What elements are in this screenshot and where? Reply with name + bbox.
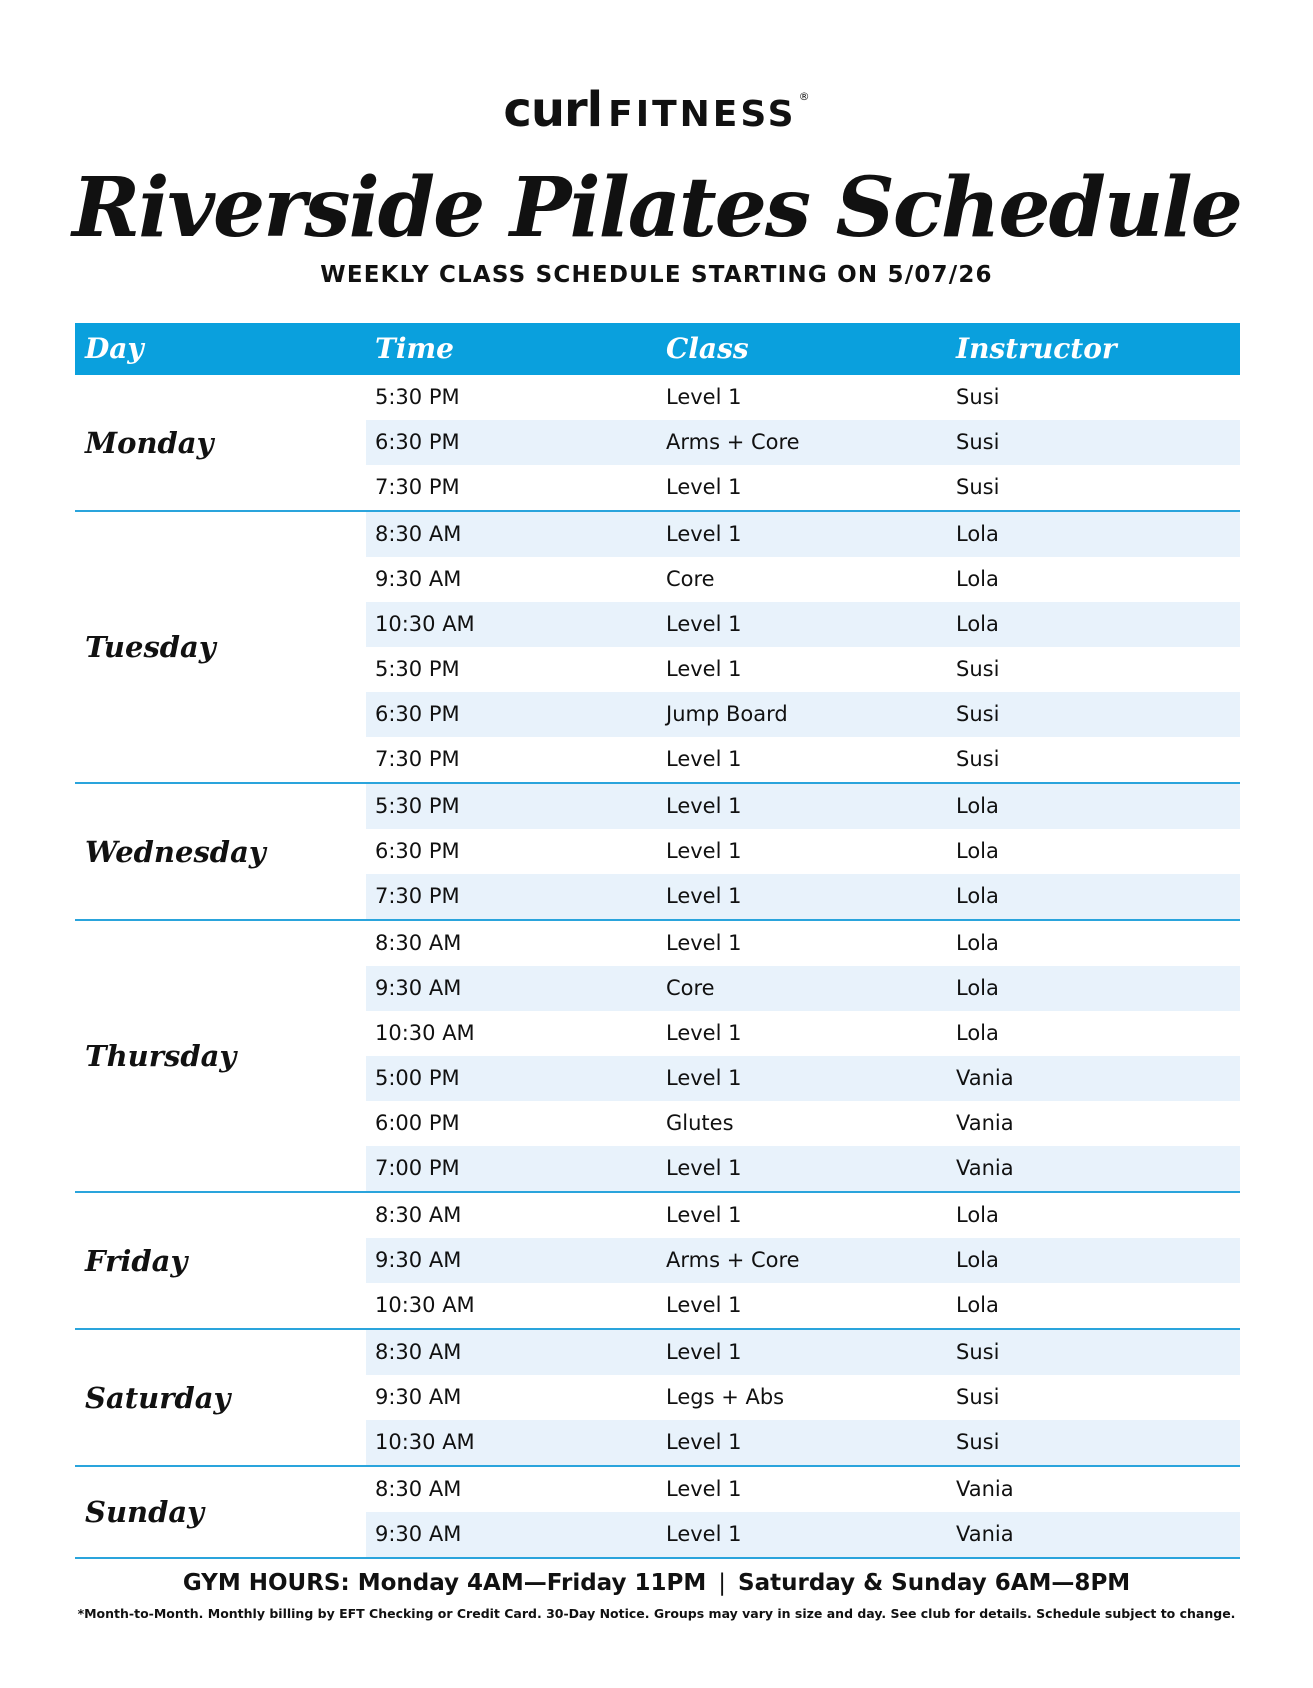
cell-instructor: Susi: [956, 657, 1000, 681]
cell-class: Level 1: [666, 931, 742, 955]
cell-class: Level 1: [666, 1430, 742, 1454]
header-day: Day: [85, 332, 144, 365]
gym-hours-weekday: Monday 4AM—Friday 11PM: [357, 1570, 707, 1596]
cell-time: 6:30 PM: [375, 702, 460, 726]
cell-time: 6:30 PM: [375, 839, 460, 863]
header-instructor: Instructor: [956, 332, 1117, 365]
table-header: [75, 323, 1240, 375]
cell-time: 7:30 PM: [375, 475, 460, 499]
cell-time: 9:30 AM: [375, 1248, 462, 1272]
table-row: [366, 921, 1240, 966]
cell-class: Level 1: [666, 522, 742, 546]
table-row: [366, 692, 1240, 737]
table-row: [366, 874, 1240, 919]
table-row: [366, 1238, 1240, 1283]
table-row: [366, 1146, 1240, 1191]
cell-time: 8:30 AM: [375, 1477, 462, 1501]
table-row: [366, 1011, 1240, 1056]
day-label: Tuesday: [85, 630, 216, 664]
cell-time: 8:30 AM: [375, 1203, 462, 1227]
cell-time: 9:30 AM: [375, 1522, 462, 1546]
table-row: [366, 829, 1240, 874]
cell-instructor: Lola: [956, 567, 999, 591]
cell-instructor: Lola: [956, 794, 999, 818]
cell-time: 10:30 AM: [375, 1021, 475, 1045]
gym-hours-weekend: Saturday & Sunday 6AM—8PM: [738, 1570, 1131, 1596]
table-row: [366, 602, 1240, 647]
cell-time: 8:30 AM: [375, 931, 462, 955]
table-row: [366, 420, 1240, 465]
cell-instructor: Susi: [956, 1430, 1000, 1454]
cell-instructor: Vania: [956, 1522, 1014, 1546]
cell-instructor: Vania: [956, 1156, 1014, 1180]
table-row: [366, 1467, 1240, 1512]
schedule-table: [75, 323, 1240, 1559]
cell-instructor: Lola: [956, 1203, 999, 1227]
cell-time: 9:30 AM: [375, 1385, 462, 1409]
day-group: [75, 512, 1240, 784]
cell-class: Level 1: [666, 884, 742, 908]
table-row: [366, 375, 1240, 420]
brand-word-curl: curl: [503, 82, 603, 138]
cell-class: Core: [666, 567, 715, 591]
cell-class: Level 1: [666, 1203, 742, 1227]
cell-time: 7:00 PM: [375, 1156, 460, 1180]
cell-class: Level 1: [666, 657, 742, 681]
cell-time: 5:30 PM: [375, 657, 460, 681]
cell-instructor: Susi: [956, 385, 1000, 409]
cell-class: Level 1: [666, 747, 742, 771]
cell-instructor: Lola: [956, 1021, 999, 1045]
cell-class: Legs + Abs: [666, 1385, 785, 1409]
cell-instructor: Susi: [956, 475, 1000, 499]
cell-instructor: Lola: [956, 839, 999, 863]
cell-class: Level 1: [666, 1340, 742, 1364]
table-row: [366, 1283, 1240, 1328]
table-row: [366, 1101, 1240, 1146]
cell-class: Level 1: [666, 385, 742, 409]
day-group: [75, 1330, 1240, 1467]
gym-hours: [0, 1570, 1313, 1596]
gym-hours-label: GYM HOURS:: [182, 1570, 350, 1596]
cell-class: Level 1: [666, 1066, 742, 1090]
day-rows: [366, 784, 1240, 919]
day-label: Friday: [85, 1243, 188, 1278]
cell-class: Jump Board: [666, 702, 788, 726]
cell-instructor: Susi: [956, 747, 1000, 771]
cell-instructor: Susi: [956, 1385, 1000, 1409]
day-rows: [366, 512, 1240, 782]
cell-class: Level 1: [666, 794, 742, 818]
day-rows: [366, 1193, 1240, 1328]
table-row: [366, 1375, 1240, 1420]
day-label: Sunday: [85, 1495, 205, 1529]
cell-instructor: Vania: [956, 1111, 1014, 1135]
day-label: Saturday: [85, 1380, 231, 1415]
header-time: Time: [375, 332, 454, 365]
cell-time: 7:30 PM: [375, 747, 460, 771]
day-label: Wednesday: [85, 834, 266, 869]
table-row: [366, 737, 1240, 782]
cell-time: 5:00 PM: [375, 1066, 460, 1090]
brand-word-fitness: FITNESS: [608, 94, 797, 135]
cell-instructor: Vania: [956, 1477, 1014, 1501]
cell-instructor: Lola: [956, 931, 999, 955]
cell-instructor: Lola: [956, 1248, 999, 1272]
cell-class: Arms + Core: [666, 430, 800, 454]
cell-instructor: Susi: [956, 430, 1000, 454]
page-title: Riverside Pilates Schedule: [72, 160, 1241, 256]
table-row: [366, 647, 1240, 692]
table-body: [75, 375, 1240, 1559]
cell-class: Level 1: [666, 1156, 742, 1180]
cell-time: 10:30 AM: [375, 612, 475, 636]
cell-time: 5:30 PM: [375, 794, 460, 818]
brand-logo: [0, 82, 1313, 138]
cell-time: 5:30 PM: [375, 385, 460, 409]
disclaimer: *Month-to-Month. Monthly billing by EFT Checking or Credit Card. 30-Day Notice. Groups may vary in size and day. See club for details. Schedule subject to change.: [77, 1606, 1236, 1621]
cell-instructor: Lola: [956, 612, 999, 636]
cell-instructor: Lola: [956, 522, 999, 546]
cell-class: Level 1: [666, 839, 742, 863]
cell-time: 10:30 AM: [375, 1293, 475, 1317]
day-group: [75, 1193, 1240, 1330]
cell-time: 9:30 AM: [375, 567, 462, 591]
cell-instructor: Vania: [956, 1066, 1014, 1090]
table-row: [366, 557, 1240, 602]
cell-class: Glutes: [666, 1111, 734, 1135]
table-row: [366, 1512, 1240, 1557]
cell-class: Core: [666, 976, 715, 1000]
cell-class: Level 1: [666, 1477, 742, 1501]
header-class: Class: [666, 332, 749, 365]
day-group: [75, 784, 1240, 921]
day-group: [75, 1467, 1240, 1559]
day-rows: [366, 1330, 1240, 1465]
day-group: [75, 375, 1240, 512]
cell-time: 6:00 PM: [375, 1111, 460, 1135]
table-row: [366, 1193, 1240, 1238]
day-label: Thursday: [85, 1039, 237, 1073]
cell-instructor: Lola: [956, 884, 999, 908]
day-label: Monday: [85, 425, 214, 460]
table-row: [366, 1056, 1240, 1101]
table-row: [366, 465, 1240, 510]
registered-mark: ®: [798, 90, 810, 103]
cell-time: 8:30 AM: [375, 522, 462, 546]
day-group: [75, 921, 1240, 1193]
cell-instructor: Lola: [956, 1293, 999, 1317]
cell-class: Level 1: [666, 1522, 742, 1546]
page-subtitle: WEEKLY CLASS SCHEDULE STARTING ON 5/07/26: [320, 262, 993, 288]
day-rows: [366, 375, 1240, 510]
cell-class: Level 1: [666, 1293, 742, 1317]
table-row: [366, 1330, 1240, 1375]
table-row: [366, 1420, 1240, 1465]
gym-hours-separator: |: [718, 1570, 726, 1596]
table-row: [366, 784, 1240, 829]
day-rows: [366, 921, 1240, 1191]
table-row: [366, 512, 1240, 557]
table-row: [366, 966, 1240, 1011]
cell-instructor: Susi: [956, 1340, 1000, 1364]
cell-class: Level 1: [666, 1021, 742, 1045]
cell-time: 9:30 AM: [375, 976, 462, 1000]
cell-instructor: Susi: [956, 702, 1000, 726]
cell-time: 7:30 PM: [375, 884, 460, 908]
cell-class: Arms + Core: [666, 1248, 800, 1272]
cell-time: 8:30 AM: [375, 1340, 462, 1364]
cell-class: Level 1: [666, 475, 742, 499]
cell-time: 10:30 AM: [375, 1430, 475, 1454]
cell-class: Level 1: [666, 612, 742, 636]
cell-instructor: Lola: [956, 976, 999, 1000]
day-rows: [366, 1467, 1240, 1557]
cell-time: 6:30 PM: [375, 430, 460, 454]
